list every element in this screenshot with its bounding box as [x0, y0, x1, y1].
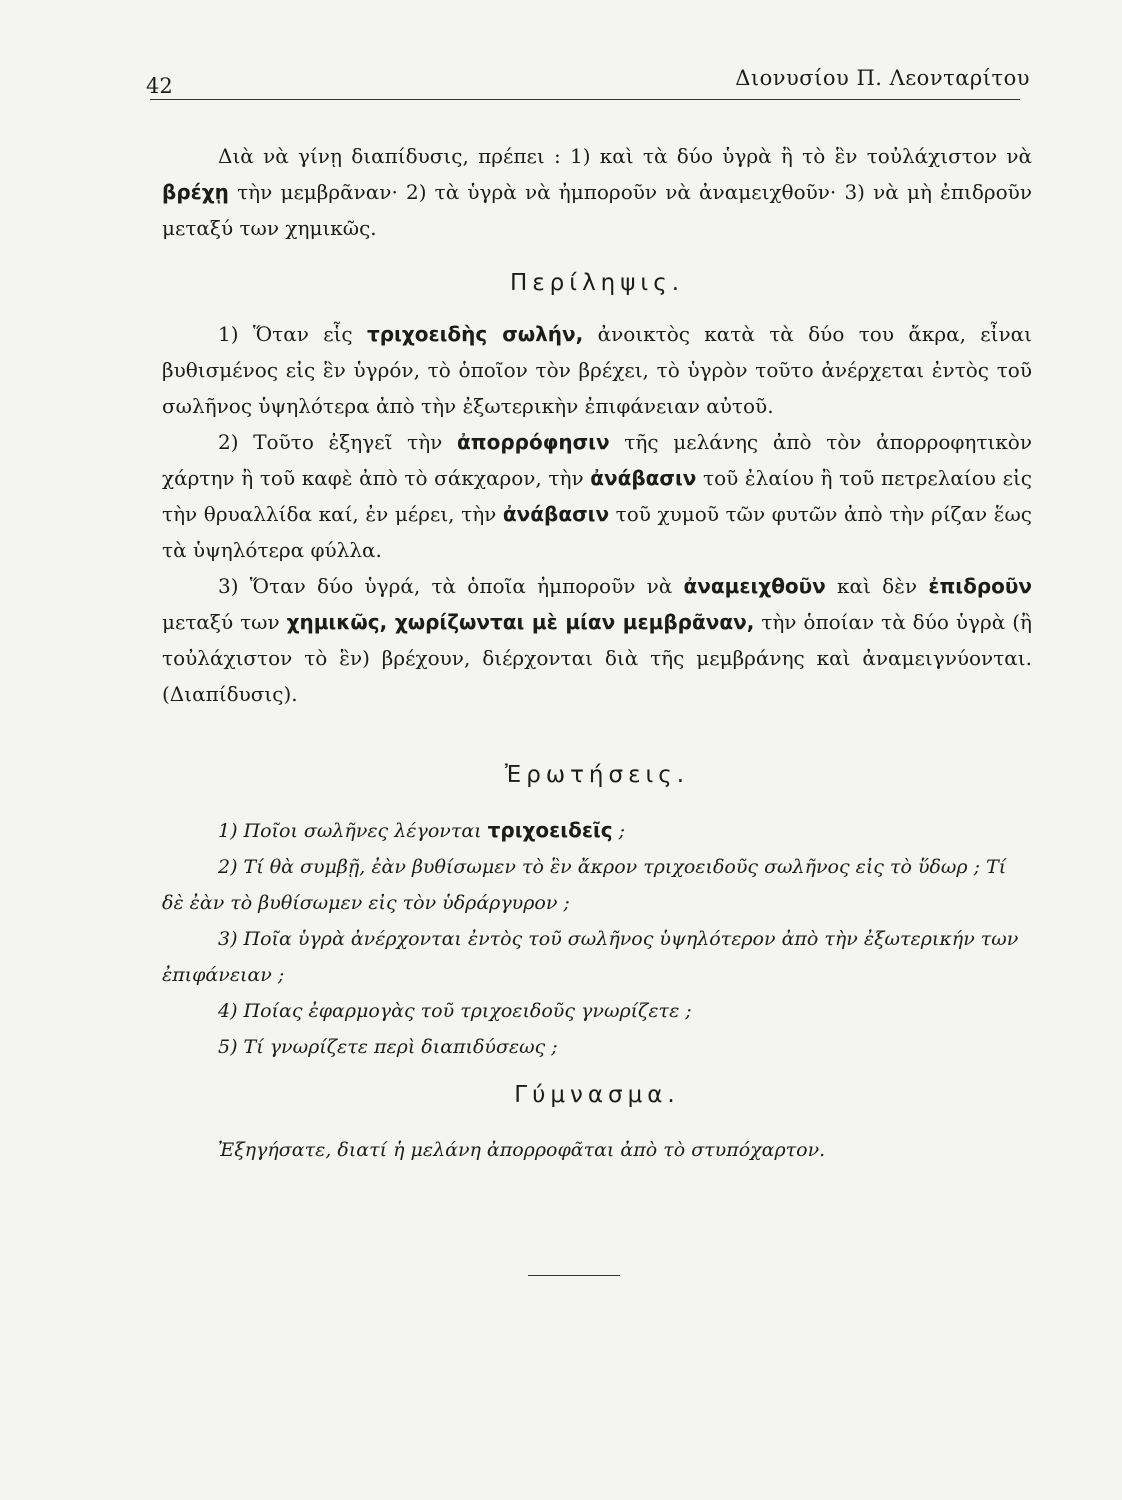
- summary-p1-bold-1: τριχοειδὴς σωλήν,: [366, 322, 584, 346]
- summary-body: [162, 316, 1032, 712]
- page-number: 42: [146, 74, 173, 98]
- exercise-text: Ἐξηγήσατε, διατί ἡ μελάνη ἀπορροφᾶται ἀπὸ τὸ στυπόχαρτον.: [218, 1139, 826, 1161]
- summary-p2-bold-2: ἀνάβασιν: [590, 466, 697, 490]
- question-5: 5) Τί γνωρίζετε περὶ διαπιδύσεως ;: [218, 1036, 558, 1058]
- summary-p2-text-3: τοῦ ἐλαίου ἢ τοῦ πετρελαίου εἰς τὴν θρυαλλίδα καί, ἐν μέρει, τὴν: [162, 466, 1032, 526]
- question-1-text: 1) Ποῖοι σωλῆνες λέγονται: [218, 820, 488, 842]
- questions-heading: Ἐρωτήσεις.: [504, 762, 690, 788]
- summary-p2-bold-1: ἀπορρόφησιν: [457, 430, 610, 454]
- question-1-bold: τριχοειδεῖς: [487, 818, 613, 842]
- summary-paragraph-2: [162, 424, 1032, 568]
- summary-p2-bold-3: ἀνάβασιν: [502, 502, 610, 526]
- summary-paragraph-3: [162, 568, 1032, 712]
- question-1-end: ;: [612, 820, 626, 842]
- intro-text-1: Διὰ νὰ γίνῃ διαπίδυσις, πρέπει : 1) καὶ τὰ δύο ὑγρὰ ἢ τὸ ἓν τοὐλάχιστον νὰ: [218, 144, 1032, 168]
- summary-p1-text-1: 1) Ὅταν εἷς: [218, 322, 367, 346]
- summary-p3-text-3: μεταξύ των: [162, 610, 287, 634]
- intro-bold-1: βρέχῃ: [162, 180, 229, 204]
- summary-p1-text-2: ἀνοικτὸς κατὰ τὰ δύο του ἄκρα, εἶναι βυθισμένος εἰς ἓν ὑγρόν, τὸ ὁποῖον τὸν βρέχει, τὸ ὑγρὸν τοῦτο ἀνέρχεται ἐντὸς τοῦ σωλῆνος ὑψηλότερα ἀπὸ τὴν ἐξωτερικὴν ἐπιφάνειαν αὐτοῦ.: [162, 322, 1032, 418]
- summary-p2-text-4: τοῦ χυμοῦ τῶν φυτῶν ἀπὸ τὴν ρίζαν ἕως τὰ ὑψηλότερα φύλλα.: [162, 502, 1032, 562]
- summary-p3-bold-2: ἐπιδροῦν: [928, 574, 1032, 598]
- exercise-heading: Γύμνασμα.: [514, 1082, 680, 1108]
- question-2: 2) Τί θὰ συμβῇ, ἐὰν βυθίσωμεν τὸ ἓν ἄκρον τριχοειδοῦς σωλῆνος εἰς τὸ ὕδωρ ; Τί δὲ ἐὰν τὸ βυθίσωμεν εἰς τὸν ὑδράργυρον ;: [162, 856, 1007, 914]
- header-rule: [150, 99, 1020, 100]
- summary-paragraph-1: [162, 316, 1032, 424]
- summary-p2-text-2: τῆς μελάνης ἀπὸ τὸν ἀπορροφητικὸν χάρτην ἢ τοῦ καφὲ ἀπὸ τὸ σάκχαρον, τὴν: [162, 430, 1032, 490]
- summary-p3-bold-1: ἀναμειχθοῦν: [683, 574, 826, 598]
- intro-paragraph: [162, 138, 1032, 246]
- summary-heading: Περίληψις.: [509, 270, 685, 296]
- end-rule: [528, 1275, 620, 1276]
- summary-p2-text-1: 2) Τοῦτο ἐξηγεῖ τὴν: [218, 430, 458, 454]
- exercise-body: [162, 1132, 1032, 1168]
- running-header: Διονυσίου Π. Λεονταρίτου: [735, 66, 1030, 90]
- question-4: 4) Ποίας ἐφαρμογὰς τοῦ τριχοειδοῦς γνωρίζετε ;: [218, 1000, 692, 1022]
- questions-list: [162, 812, 1032, 1065]
- question-3: 3) Ποῖα ὑγρὰ ἀνέρχονται ἐντὸς τοῦ σωλῆνος ὑψηλότερον ἀπὸ τὴν ἐξωτερικήν των ἐπιφάνειαν ;: [162, 928, 1019, 986]
- summary-p3-text-1: 3) Ὅταν δύο ὑγρά, τὰ ὁποῖα ἠμποροῦν νὰ: [218, 574, 684, 598]
- summary-p3-text-4: τὴν ὁποίαν τὰ δύο ὑγρὰ (ἢ τοὐλάχιστον τὸ ἓν) βρέχουν, διέρχονται διὰ τῆς μεμβράνης καὶ ἀναμειγνύονται. (Διαπίδυσις).: [162, 610, 1032, 706]
- summary-p3-text-2: καὶ δὲν: [825, 574, 929, 598]
- question-1: [162, 812, 1032, 849]
- intro-text-2: τὴν μεμβρᾶναν· 2) τὰ ὑγρὰ νὰ ἠμποροῦν νὰ ἀναμειχθοῦν· 3) νὰ μὴ ἐπιδροῦν μεταξύ των χημικῶς.: [162, 180, 1032, 240]
- summary-p3-bold-3: χημικῶς, χωρίζωνται μὲ μίαν μεμβρᾶναν,: [286, 610, 755, 634]
